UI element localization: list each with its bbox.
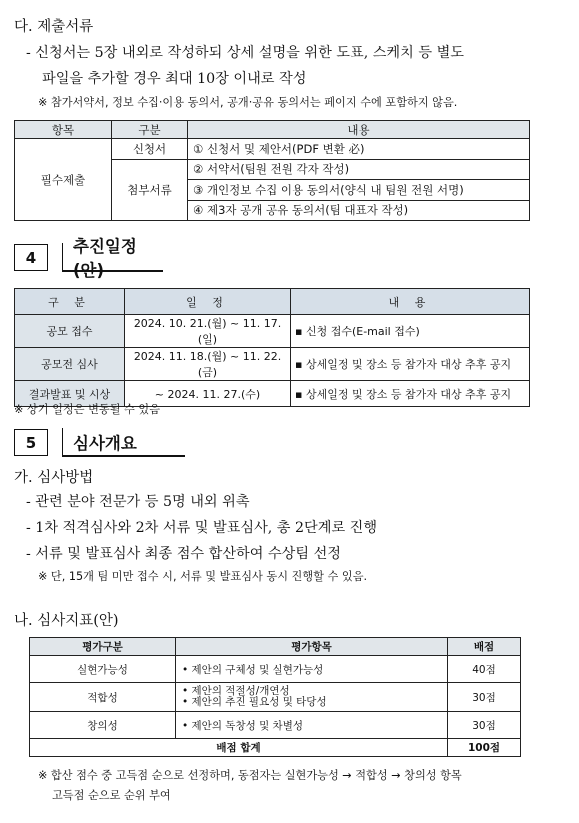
score-cell: 30점: [448, 712, 521, 739]
section-number: 4: [14, 244, 48, 271]
score-cell: 30점: [448, 683, 521, 712]
table-row: [15, 348, 530, 381]
column-header: 일 정: [125, 289, 291, 315]
total-row: [30, 739, 521, 757]
content-cell: ② 서약서(팀원 전원 각자 작성): [188, 159, 530, 180]
score-cell: 40점: [448, 656, 521, 683]
table-row: [15, 315, 530, 348]
section-4-header: [14, 236, 163, 280]
category-cell: 결과발표 및 시상: [15, 381, 125, 407]
category-cell: 창의성: [30, 712, 176, 739]
date-cell: 2024. 11. 18.(월) ~ 11. 22.(금): [125, 348, 291, 381]
content-cell: ③ 개인정보 수집 이용 동의서(양식 내 팀원 전원 서명): [188, 180, 530, 201]
column-header: 항목: [15, 121, 112, 139]
submission-note: ※ 참가서약서, 정보 수집·이용 동의서, 공개·공유 동의서는 페이지 수에 포함하지 않음.: [38, 96, 458, 109]
table-header-row: [30, 638, 521, 656]
item-cell: • 제안의 구체성 및 실현가능성: [176, 656, 448, 683]
group-cell: 필수제출: [15, 139, 112, 221]
schedule-note: ※ 상기 일정은 변동될 수 있음: [14, 403, 161, 416]
column-header: 평가구분: [30, 638, 176, 656]
item-cell: • 제안의 독창성 및 차별성: [176, 712, 448, 739]
criteria-table: [29, 637, 521, 757]
schedule-table: [14, 288, 530, 407]
content-cell: ▪ 신청 접수(E-mail 접수): [291, 315, 530, 348]
submission-bullet-line1: - 신청서는 5장 내외로 작성하되 상세 설명을 위한 도표, 스케치 등 별도: [26, 45, 464, 61]
final-note-line1: ※ 합산 점수 중 고득점 순으로 선정하며, 동점자는 실현가능성 → 적합성 → 창의성 항목: [38, 769, 462, 782]
column-header: 구분: [112, 121, 188, 139]
section-5-header: [14, 428, 185, 457]
table-row: [15, 139, 530, 160]
content-cell: ① 신청서 및 제안서(PDF 변환 必): [188, 139, 530, 160]
content-cell: ▪ 상세일정 및 장소 등 참가자 대상 추후 공지: [291, 381, 530, 407]
content-cell: ▪ 상세일정 및 장소 등 참가자 대상 추후 공지: [291, 348, 530, 381]
column-header: 배점: [448, 638, 521, 656]
content-cell: ④ 제3자 공개 공유 동의서(팀 대표자 작성): [188, 200, 530, 221]
review-bullet: - 관련 분야 전문가 등 5명 내외 위촉: [26, 494, 250, 510]
column-header: 내용: [188, 121, 530, 139]
column-header: 구 분: [15, 289, 125, 315]
section-number: 5: [14, 429, 48, 456]
date-cell: ~ 2024. 11. 27.(수): [125, 381, 291, 407]
subcategory-cell: 첨부서류: [112, 159, 188, 221]
date-cell: 2024. 10. 21.(월) ~ 11. 17.(일): [125, 315, 291, 348]
review-bullet: - 서류 및 발표심사 최종 점수 합산하여 수상팀 선정: [26, 546, 341, 562]
section-title: 심사개요: [62, 428, 185, 457]
review-note: ※ 단, 15개 팀 미만 접수 시, 서류 및 발표심사 동시 진행할 수 있음.: [38, 570, 368, 583]
subcategory-cell: 신청서: [112, 139, 188, 160]
category-cell: 공모 접수: [15, 315, 125, 348]
item-line: • 제안의 적절성/개연성: [182, 685, 290, 697]
submission-bullet-line2: 파일을 추가할 경우 최대 10장 이내로 작성: [42, 71, 307, 87]
table-row: [30, 712, 521, 739]
category-cell: 공모전 심사: [15, 348, 125, 381]
review-bullet: - 1차 적격심사와 2차 서류 및 발표심사, 총 2단계로 진행: [26, 520, 378, 536]
required-documents-table: [14, 120, 530, 221]
table-row: [30, 683, 521, 712]
final-note-line2: 고득점 순으로 순위 부여: [52, 789, 171, 802]
table-header-row: [15, 121, 530, 139]
section-title: 추진일정(안): [62, 243, 163, 272]
category-cell: 실현가능성: [30, 656, 176, 683]
column-header: 내 용: [291, 289, 530, 315]
section-heading-submission: 다. 제출서류: [14, 19, 94, 35]
item-cell: [176, 683, 448, 712]
category-cell: 적합성: [30, 683, 176, 712]
section-heading-criteria: 나. 심사지표(안): [14, 613, 119, 629]
table-header-row: [15, 289, 530, 315]
column-header: 평가항목: [176, 638, 448, 656]
total-score: 100점: [448, 739, 521, 757]
table-row: [30, 656, 521, 683]
item-line: • 제안의 추진 필요성 및 타당성: [182, 696, 327, 708]
section-heading-review-method: 가. 심사방법: [14, 470, 94, 486]
total-label: 배점 합계: [30, 739, 448, 757]
